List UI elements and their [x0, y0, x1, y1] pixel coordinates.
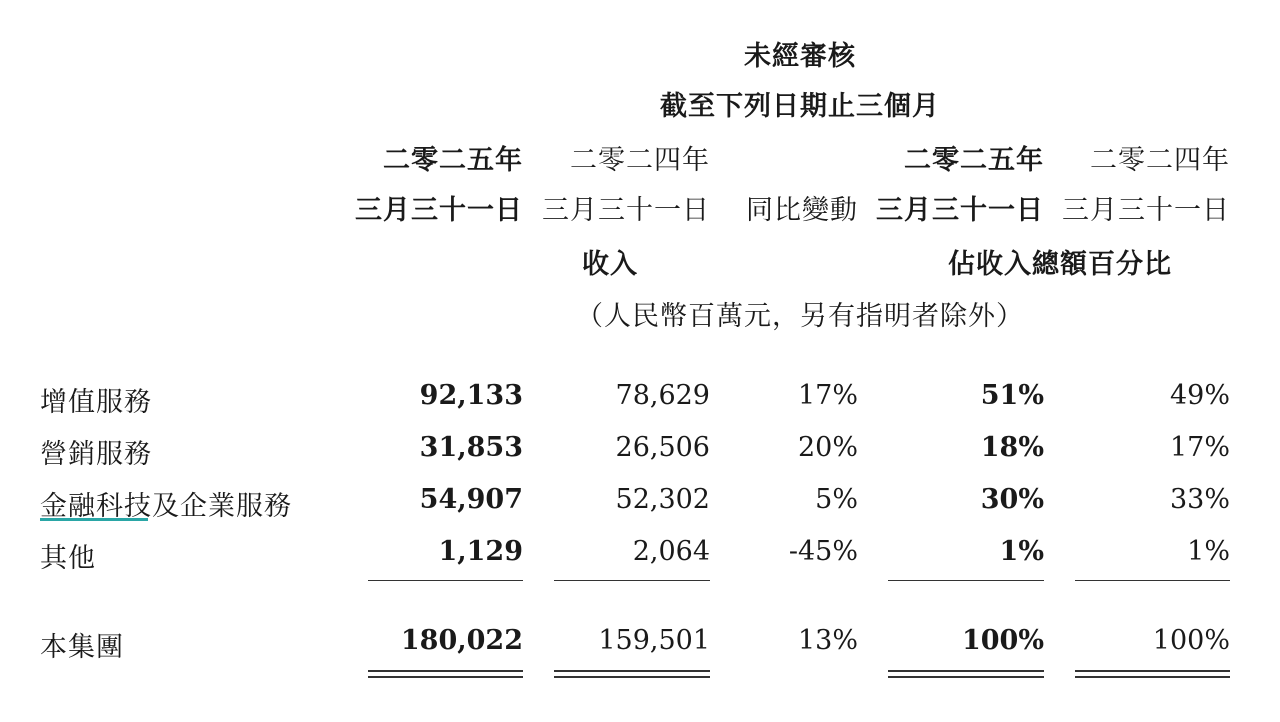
- row-c3: 20%: [797, 432, 858, 463]
- row-c3: 17%: [797, 380, 858, 411]
- col4-date: 三月三十一日: [876, 195, 1044, 226]
- col5-date: 三月三十一日: [1062, 195, 1230, 226]
- total-label: 本集團: [40, 632, 124, 663]
- row-c5: 49%: [1169, 380, 1230, 411]
- subtotal-rule-c5: [1075, 580, 1230, 581]
- total-c4: 100%: [961, 625, 1044, 656]
- subtotal-rule-c2: [554, 580, 710, 581]
- row-c1: 54,907: [419, 484, 523, 515]
- row-c5: 33%: [1169, 484, 1230, 515]
- total-double-rule-c1: [368, 670, 523, 678]
- link-underline: [40, 518, 148, 521]
- total-double-rule-c2: [554, 670, 710, 678]
- subtotal-rule-c4: [888, 580, 1044, 581]
- row-c4: 18%: [980, 432, 1044, 463]
- row-c3: 5%: [815, 484, 858, 515]
- total-c5: 100%: [1152, 625, 1230, 656]
- col1-year: 二零二五年: [383, 145, 523, 176]
- total-c1: 180,022: [400, 625, 523, 656]
- period-heading: 截至下列日期止三個月: [660, 91, 940, 122]
- row-label: 增值服務: [40, 387, 152, 418]
- col2-year: 二零二四年: [570, 145, 710, 176]
- pct-total-label: 佔收入總額百分比: [948, 249, 1172, 280]
- revenue-label: 收入: [582, 249, 638, 280]
- total-c3: 13%: [797, 625, 858, 656]
- unaudited-heading: 未經審核: [744, 41, 856, 72]
- total-double-rule-c5: [1075, 670, 1230, 678]
- col1-date: 三月三十一日: [355, 195, 523, 226]
- row-c1: 92,133: [419, 380, 523, 411]
- row-c1: 1,129: [438, 536, 523, 567]
- col5-year: 二零二四年: [1090, 145, 1230, 176]
- row-label-link[interactable]: 金融科技及企業服務: [40, 491, 292, 522]
- row-c4: 51%: [980, 380, 1044, 411]
- row-c2: 2,064: [632, 536, 710, 567]
- row-label: 其他: [40, 543, 96, 574]
- col4-year: 二零二五年: [904, 145, 1044, 176]
- row-c2: 52,302: [615, 484, 710, 515]
- total-c2: 159,501: [598, 625, 710, 656]
- row-c2: 26,506: [615, 432, 710, 463]
- subtotal-rule-c1: [368, 580, 523, 581]
- row-c2: 78,629: [615, 380, 710, 411]
- row-c3: -45%: [788, 536, 858, 567]
- col3-change: 同比變動: [746, 195, 858, 226]
- row-c4: 1%: [999, 536, 1044, 567]
- total-double-rule-c4: [888, 670, 1044, 678]
- row-c4: 30%: [980, 484, 1044, 515]
- row-c5: 1%: [1187, 536, 1230, 567]
- unit-note: （人民幣百萬元，另有指明者除外）: [576, 301, 1024, 332]
- col2-date: 三月三十一日: [542, 195, 710, 226]
- row-c5: 17%: [1169, 432, 1230, 463]
- row-c1: 31,853: [419, 432, 523, 463]
- row-label: 營銷服務: [40, 439, 152, 470]
